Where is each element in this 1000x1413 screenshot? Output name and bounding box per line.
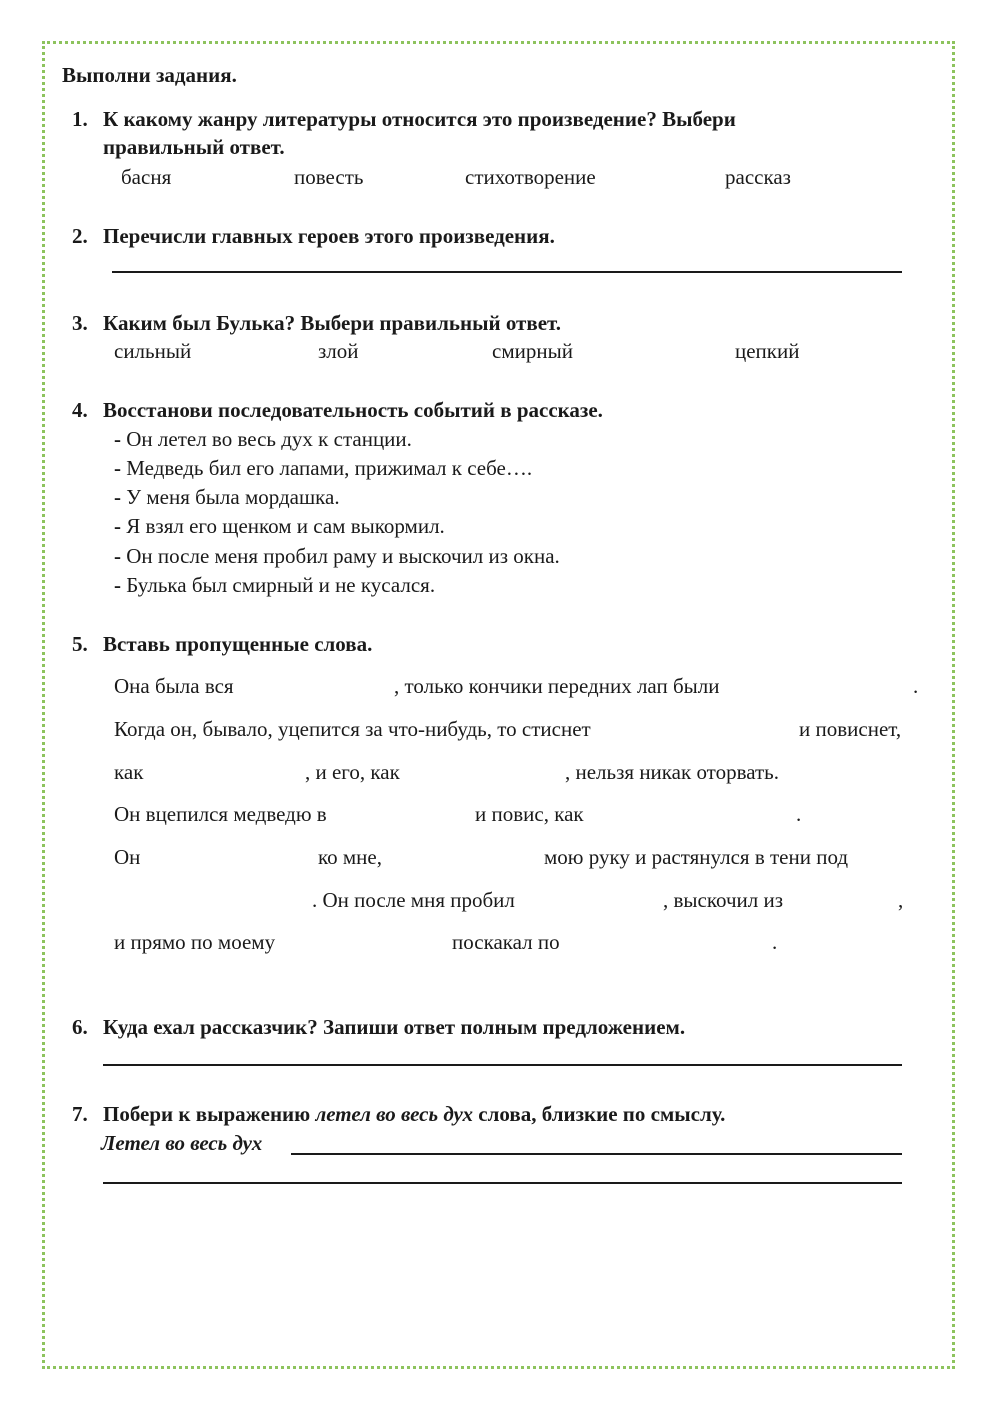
q5-l3-part-b: , и его, как (305, 760, 400, 784)
q5-l7-part-c: . (772, 930, 778, 954)
q4-event-item[interactable]: - У меня была мордашка. (114, 485, 340, 509)
q7-text: Побери к выражению летел во весь дух слова, близкие по смыслу. (103, 1102, 726, 1126)
q5-l7-part-b: поскакал по (452, 930, 560, 954)
q5-l5-part-b: ко мне, (318, 845, 382, 869)
q1-text-line2: правильный ответ. (103, 135, 285, 159)
q5-l5-part-a: Он (114, 845, 141, 869)
q3-option-strong[interactable]: сильный (114, 339, 192, 363)
q4-text: Восстанови последовательность событий в рассказе. (103, 398, 603, 422)
q5-l7-part-a: и прямо по моему (114, 930, 276, 954)
q7-answer-line-2[interactable] (103, 1182, 902, 1184)
q5-text: Вставь пропущенные слова. (103, 632, 373, 656)
q3-option-angry[interactable]: злой (318, 339, 359, 363)
q5-l1-part-b: , только кончики передних лап были (394, 674, 720, 698)
q6-text: Куда ехал рассказчик? Запиши ответ полным предложением. (103, 1015, 686, 1039)
q2-number: 2. (72, 224, 88, 248)
q1-option-novella[interactable]: повесть (294, 165, 364, 189)
q4-number: 4. (72, 398, 88, 422)
q2-answer-line[interactable] (112, 271, 902, 273)
q1-option-fable[interactable]: басня (121, 165, 172, 189)
q4-event-item[interactable]: - Он летел во весь дух к станции. (114, 427, 412, 451)
q3-number: 3. (72, 311, 88, 335)
q6-number: 6. (72, 1015, 88, 1039)
q5-l6-part-c: , (898, 888, 904, 912)
q6-answer-line[interactable] (103, 1064, 902, 1066)
q7-answer-label: Летел во весь дух (101, 1131, 263, 1155)
q5-l3-part-a: как (114, 760, 144, 784)
q4-event-item[interactable]: - Булька был смирный и не кусался. (114, 573, 436, 597)
q1-number: 1. (72, 107, 88, 131)
q5-l4-part-a: Он вцепился медведю в (114, 802, 327, 826)
q5-l2-part-b: и повиснет, (799, 717, 902, 741)
q4-event-item[interactable]: - Медведь бил его лапами, прижимал к себе…. (114, 456, 533, 480)
q5-l4-part-b: и повис, как (475, 802, 584, 826)
q5-l6-part-a: . Он после мня пробил (312, 888, 515, 912)
q5-l2-part-a: Когда он, бывало, уцепится за что-нибудь, то стиснет (114, 717, 591, 741)
q1-option-poem[interactable]: стихотворение (465, 165, 596, 189)
q5-l3-part-c: , нельзя никак оторвать. (565, 760, 779, 784)
q4-event-item[interactable]: - Я взял его щенком и сам выкормил. (114, 514, 445, 538)
q5-l1-part-a: Она была вся (114, 674, 234, 698)
q5-l6-part-b: , выскочил из (663, 888, 784, 912)
q1-option-story[interactable]: рассказ (725, 165, 791, 189)
q4-event-item[interactable]: - Он после меня пробил раму и выскочил из окна. (114, 544, 560, 568)
page-title: Выполни задания. (62, 63, 237, 87)
q1-text-line1: К какому жанру литературы относится это произведение? Выбери (103, 107, 736, 131)
q5-l4-part-c: . (796, 802, 802, 826)
q5-number: 5. (72, 632, 88, 656)
q2-text: Перечисли главных героев этого произведения. (103, 224, 555, 248)
q3-option-tenacious[interactable]: цепкий (735, 339, 800, 363)
q3-text: Каким был Булька? Выбери правильный ответ. (103, 311, 562, 335)
q5-l1-part-c: . (913, 674, 919, 698)
q7-number: 7. (72, 1102, 88, 1126)
q5-l5-part-c: мою руку и растянулся в тени под (544, 845, 849, 869)
q7-answer-line-1[interactable] (291, 1153, 902, 1155)
q3-option-meek[interactable]: смирный (492, 339, 573, 363)
